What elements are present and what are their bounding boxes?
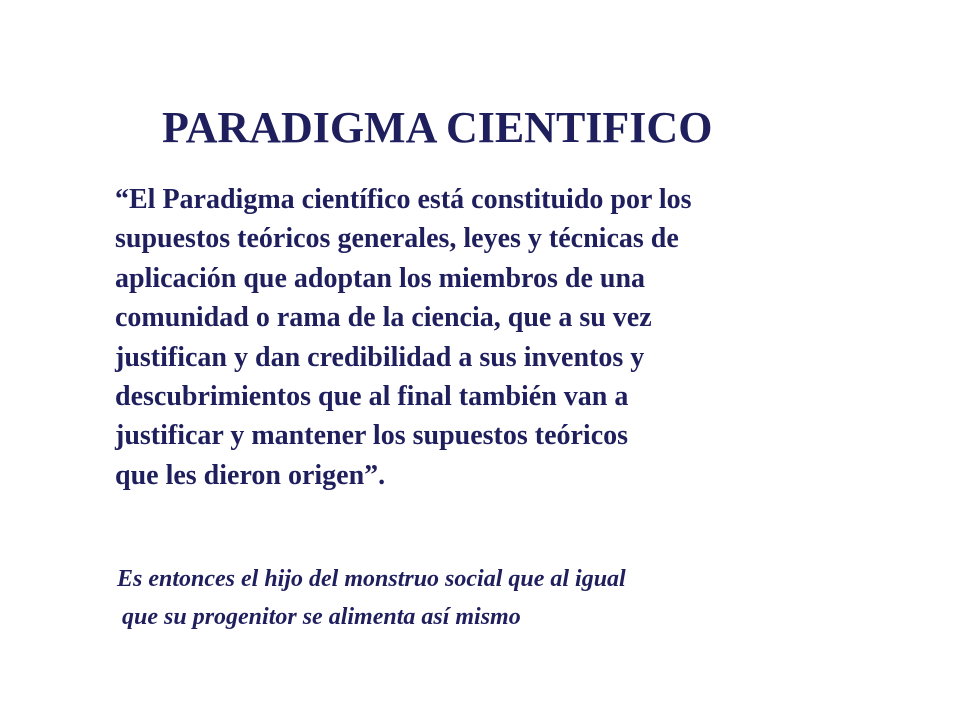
slide-title: PARADIGMA CIENTIFICO xyxy=(162,103,713,152)
quote-line: justificar y mantener los supuestos teóricos xyxy=(115,420,629,452)
quote-line: que les dieron origen”. xyxy=(115,459,386,491)
closing-line: que su progenitor se alimenta así mismo xyxy=(122,604,521,630)
quote-line: “El Paradigma científico está constituido por los xyxy=(115,184,692,215)
quote-line: aplicación que adoptan los miembros de una xyxy=(115,262,646,294)
closing-line: Es entonces el hijo del monstruo social que al igual xyxy=(117,566,626,592)
quote-paragraph xyxy=(115,180,845,495)
quote-line: comunidad o rama de la ciencia, que a su vez xyxy=(115,302,652,334)
quote-line: supuestos teóricos generales, leyes y técnicas de xyxy=(115,223,679,255)
quote-line: justifican y dan credibilidad a sus inventos y xyxy=(115,341,645,373)
quote-line: descubrimientos que al final también van a xyxy=(115,381,629,413)
closing-paragraph xyxy=(117,560,847,636)
